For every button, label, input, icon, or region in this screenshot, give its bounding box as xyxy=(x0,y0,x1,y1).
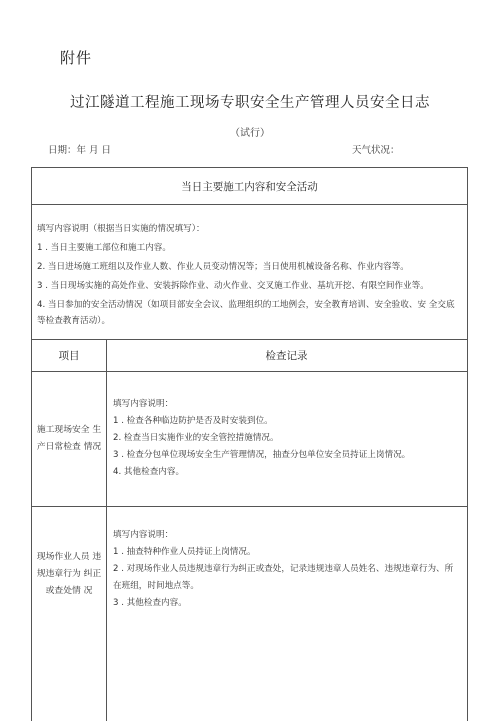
instruction-line: 填写内容说明（根据当日实施的情况填写）： xyxy=(37,224,205,234)
column-header-record: 检查记录 xyxy=(265,350,308,362)
content-line: 3 . 检查分包单位现场安全生产管理情况，抽查分包单位安全员持证上岗情况。 xyxy=(113,450,411,460)
instruction-line: 4. 当日参加的安全活动情况（如项目部安全会议、监理组织的工地例会，安全教育培训、安全验收、安 全交底等检查教育活动）。 xyxy=(37,300,455,326)
content-line: 2. 检查当日实施作业的安全管控措施情况。 xyxy=(113,433,279,443)
content-line: 1 . 检查各种临边防护是否及时安装到位。 xyxy=(113,416,273,426)
row-content-violations xyxy=(113,527,461,612)
row-label-daily-inspection: 施工现场安全 生产日常检查 情况 xyxy=(36,425,102,452)
date-field: 日期：年 月 日 xyxy=(48,145,112,156)
content-line: 填写内容说明： xyxy=(113,530,174,540)
row-content-daily-inspection xyxy=(113,396,461,481)
row-label-violations: 现场作业人员 违规违章行为 纠正或查处情 况 xyxy=(36,552,102,596)
divider xyxy=(32,339,467,340)
annex-label: 附件 xyxy=(60,49,93,67)
column-divider xyxy=(106,339,107,721)
divider xyxy=(32,371,467,372)
page-subtitle: （试行） xyxy=(230,128,270,139)
divider xyxy=(32,506,467,507)
page-title: 过江隧道工程施工现场专职安全生产管理人员安全日志 xyxy=(70,95,430,111)
instruction-line: 3 . 当日现场实施的高处作业、安装拆除作业、动火作业、交叉施工作业、基坑开挖、有限空间作业等。 xyxy=(37,281,429,291)
content-line: 填写内容说明： xyxy=(113,399,174,409)
column-header-item: 项目 xyxy=(58,350,80,362)
weather-field: 天气状况： xyxy=(352,145,400,156)
divider xyxy=(32,204,467,205)
safety-log-table xyxy=(31,167,468,721)
instruction-block xyxy=(37,221,459,329)
section-title: 当日主要施工内容和安全活动 xyxy=(181,181,318,193)
instruction-line: 1 . 当日主要施工部位和施工内容。 xyxy=(37,243,171,253)
content-line: 2 . 对现场作业人员违规违章行为纠正或查处，记录违规违章人员姓名、违规违章行为、所在班组，时间地点等。 xyxy=(113,564,454,591)
content-line: 4. 其他检查内容。 xyxy=(113,467,185,477)
content-line: 1 . 抽查特种作业人员持证上岗情况。 xyxy=(113,547,256,557)
instruction-line: 2. 当日进场施工班组以及作业人数、作业人员变动情况等；当日使用机械设备名称、作业内容等。 xyxy=(37,262,409,272)
content-line: 3 . 其他检查内容。 xyxy=(113,598,187,608)
